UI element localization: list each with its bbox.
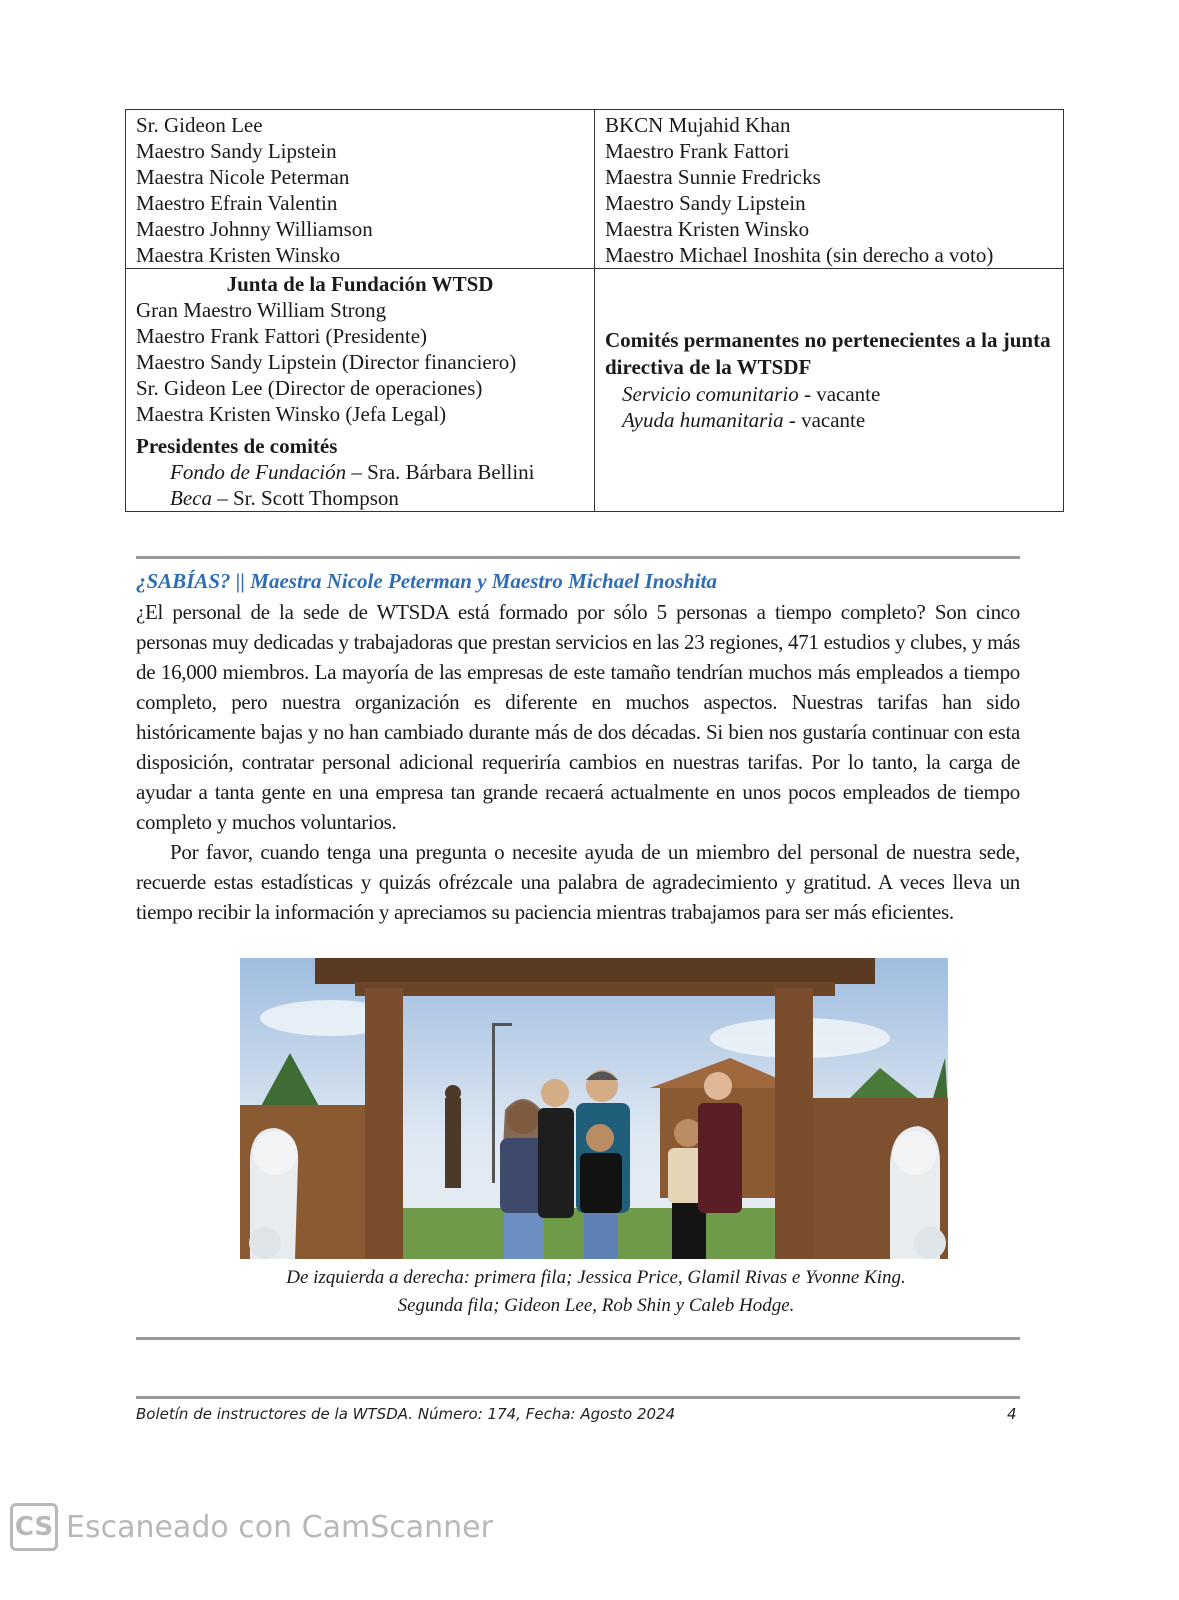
separator: - xyxy=(798,382,817,406)
article-heading: ¿SABÍAS? || Maestra Nicole Peterman y Maestro Michael Inoshita xyxy=(136,569,717,593)
committee-chairs-heading: Presidentes de comités xyxy=(136,434,338,458)
member-name: Maestra Kristen Winsko xyxy=(605,217,810,241)
member-name: Maestra Kristen Winsko xyxy=(136,243,341,267)
table-row xyxy=(126,110,1064,269)
footer-divider xyxy=(136,1396,1020,1399)
member-name: Maestro Sandy Lipstein xyxy=(136,139,337,163)
member-name: Maestro Frank Fattori xyxy=(605,139,790,163)
separator: – xyxy=(346,460,368,484)
member-name: Sr. Gideon Lee (Director de operaciones) xyxy=(136,376,483,400)
committee-name: Beca xyxy=(170,486,212,510)
committee-name: Servicio comunitario xyxy=(622,382,799,406)
gate-crossbeam xyxy=(355,982,835,996)
separator: - xyxy=(783,408,802,432)
standing-committees xyxy=(605,327,1053,433)
staff-photo-illustration xyxy=(240,958,948,1259)
gate-post-right xyxy=(775,988,813,1259)
committee-name: Ayuda humanitaria xyxy=(622,408,784,432)
table-row xyxy=(126,269,1064,512)
committee-chair: Sr. Scott Thompson xyxy=(232,486,399,510)
member-name: Maestro Michael Inoshita (sin derecho a voto) xyxy=(605,243,994,267)
committee-name: Fondo de Fundación xyxy=(170,460,347,484)
photo-caption xyxy=(136,1264,1056,1320)
committee-item xyxy=(136,485,584,511)
camscanner-logo-icon: CS xyxy=(10,1503,58,1551)
caption-line: De izquierda a derecha: primera fila; Jessica Price, Glamil Rivas e Yvonne King. xyxy=(286,1267,906,1288)
standing-committees-heading: Comités permanentes no pertenecientes a la junta directiva de la WTSDF xyxy=(605,328,1051,379)
article-paragraph: Por favor, cuando tenga una pregunta o necesite ayuda de un miembro del personal de nuestra sede, recuerde estas estadísticas y quizás ofrézcale una palabra de agradecimiento y gratitud. A veces lleva un tiempo recibir la información y apreciamos su paciencia mientras trabajamos para ser más eficientes. xyxy=(136,840,1020,924)
camscanner-watermark xyxy=(10,1503,493,1551)
article-paragraph: ¿El personal de la sede de WTSDA está formado por sólo 5 personas a tiempo completo? Son cinco personas muy dedicadas y trabajadoras que prestan servicios en las 23 regiones, 471 estudios y clubes, y más de 16,000 miembros. La mayoría de las empresas de este tamaño tendrían muchos más empleados a tiempo completo, pero nuestra organización es diferente en muchos aspectos. Nuestras tarifas han sido históricamente bajas y no han cambiado durante más de dos décadas. Si bien nos gustaría continuar con esta disposición, contratar personal adicional requeriría cambios en nuestras tarifas. Por lo tanto, la carga de ayudar a tanta gente en una empresa tan grande recaerá actualmente en unos pocos empleados de tiempo completo y muchos voluntarios. xyxy=(136,600,1020,834)
board-list-left xyxy=(126,110,595,269)
staff-group-photo xyxy=(240,958,948,1259)
committee-item xyxy=(605,381,1053,407)
board-list-right xyxy=(595,110,1064,269)
lamp-post xyxy=(492,1023,495,1183)
member-name: Maestra Sunnie Fredricks xyxy=(605,165,821,189)
member-name: Maestro Efrain Valentin xyxy=(136,191,338,215)
statue-head xyxy=(445,1085,461,1101)
member-name: Maestra Kristen Winsko (Jefa Legal) xyxy=(136,402,447,426)
separator: – xyxy=(211,486,233,510)
committee-item xyxy=(136,459,584,485)
committee-chair: Sra. Bárbara Bellini xyxy=(367,460,535,484)
committee-status: vacante xyxy=(801,408,866,432)
caption-line: Segunda fila; Gideon Lee, Rob Shin y Caleb Hodge. xyxy=(397,1295,795,1316)
foundation-board-cell xyxy=(126,269,595,512)
lion-statue-left xyxy=(249,1128,298,1259)
article-body xyxy=(136,597,1020,927)
watermark-text: Escaneado con CamScanner xyxy=(66,1509,493,1545)
member-name: Sr. Gideon Lee xyxy=(136,113,263,137)
gate-post-left xyxy=(365,988,403,1259)
member-name: Maestra Nicole Peterman xyxy=(136,165,350,189)
board-table xyxy=(125,109,1064,512)
member-name: Maestro Sandy Lipstein (Director financiero) xyxy=(136,350,517,374)
committee-item xyxy=(605,407,1053,433)
statue xyxy=(445,1098,461,1188)
member-name: Maestro Johnny Williamson xyxy=(136,217,373,241)
lamp-arm xyxy=(492,1023,512,1026)
member-name: Gran Maestro William Strong xyxy=(136,298,387,322)
section-divider xyxy=(136,556,1020,559)
lion-statue-right xyxy=(890,1126,946,1259)
page-number: 4 xyxy=(1007,1405,1017,1423)
gate-beam xyxy=(315,958,875,984)
footer-publication-info: Boletín de instructores de la WTSDA. Número: 174, Fecha: Agosto 2024 xyxy=(136,1405,676,1423)
committee-status: vacante xyxy=(816,382,881,406)
foundation-board-heading: Junta de la Fundación WTSD xyxy=(226,272,494,296)
standing-committees-cell xyxy=(595,269,1064,512)
section-divider xyxy=(136,1337,1020,1340)
member-name: Maestro Sandy Lipstein xyxy=(605,191,806,215)
member-name: BKCN Mujahid Khan xyxy=(605,113,791,137)
member-name: Maestro Frank Fattori (Presidente) xyxy=(136,324,428,348)
